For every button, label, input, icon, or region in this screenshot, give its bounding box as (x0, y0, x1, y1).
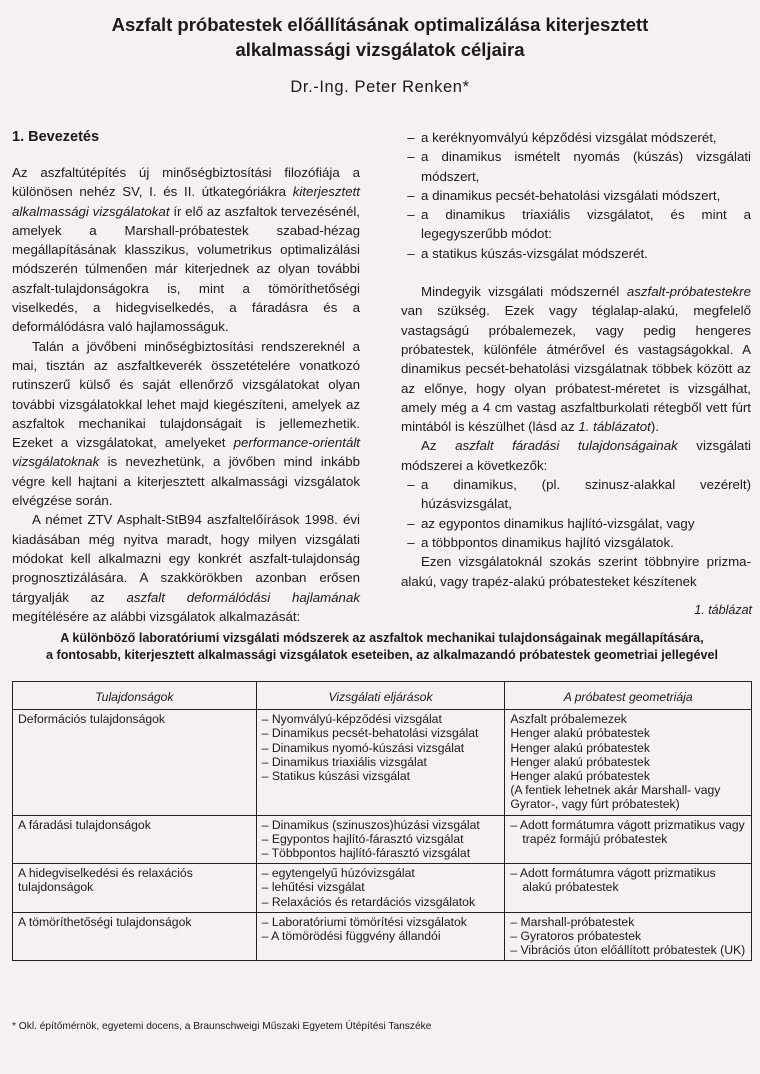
method-line: – Dinamikus pecsét-behatolási vizsgálat (261, 726, 479, 741)
emphasis: performance-orientált vizsgálatoknak (12, 435, 360, 470)
emphasis: aszfalt deformálódási hajlamának (126, 589, 360, 605)
geometry-line: – Adott formátumra vágott prizmatikus vagy trapéz formájú próbatestek (510, 817, 745, 846)
methods-cell (256, 912, 505, 961)
method-line: – Egypontos hajlító-fárasztó vizsgálat (261, 831, 464, 846)
list-item: – az egypontos dinamikus hajlító-vizsgálat, vagy (401, 514, 751, 533)
fatigue-methods-list (401, 475, 751, 552)
list-item-text: a dinamikus, (pl. szinusz-alakkal vezérelt) húzásvizsgálat, (421, 477, 751, 512)
property-cell: A fáradási tulajdonságok (13, 815, 257, 864)
emphasis: kiterjesztett alkalmassági vizsgálatokat (12, 184, 360, 219)
emphasis: 1. táblázatot (578, 419, 651, 435)
table-caption: 1. táblázat (694, 603, 752, 617)
geometry-cell (505, 864, 752, 913)
list-item-text: a keréknyomvályú képződési vizsgálat módszerét, (421, 130, 717, 145)
list-item-text: a többpontos dinamikus hajlító vizsgálatok. (421, 534, 674, 550)
geometry-line: Henger alakú próbatestek (510, 769, 650, 784)
method-line: – Többpontos hajlító-fárasztó vizsgálat (261, 846, 471, 861)
geometry-cell (505, 815, 752, 864)
property-cell: A tömöríthetőségi tulajdonságok (13, 912, 257, 961)
list-item-text: az egypontos dinamikus hajlító-vizsgálat, vagy (421, 515, 695, 531)
list-item-text: a dinamikus pecsét-behatolási vizsgálati módszert, (421, 187, 721, 203)
methods-cell (256, 815, 505, 864)
method-line: – Statikus kúszási vizsgálat (261, 769, 411, 784)
geometry-line: – Gyratoros próbatestek (510, 929, 642, 944)
footnote: * Okl. építőmérnök, egyetemi docens, a Braunschweigi Műszaki Egyetem Útépítési Tanszéke (12, 1021, 432, 1032)
text-run: van szükség. Ezek vagy téglalap-alakú, megfelelő vastagságú próbalemezek, vagy pedig hengeres próbatestek, különféle átmérővel és vastagságokkal. A dinamikus pecsét-behatolási vizsgálatnak többek között az az előnye, hogy olyan próbatest-méretet is vizsgálhat, amely még a 4 cm vastag aszfaltburkolati rétegből vett fúrt mintából is készülhet (lásd az (401, 303, 751, 435)
geometry-line: Henger alakú próbatestek (510, 726, 650, 741)
emphasis: aszfalt fáradási tulajdonságainak (455, 438, 678, 454)
text-run: Talán a jövőbeni minőségbiztosítási rendszereknél a mai, tisztán az aszfaltkeverék összetételére vonatkozó rutinszerű külső és saját ellenőrző vizsgálatokat olyan további vizsgálatokkal lehet majd kiegészíteni, amelyek az aszfaltok mechanikai tulajdonságait is jellemezhetik. Ezeket a vizsgálatokat, amelyeket (12, 338, 360, 451)
method-line: – lehűtési vizsgálat (261, 880, 365, 895)
text-run: ír elő az aszfaltok tervezésénél, amelyek a Marshall-próbatestek szabad-hézag megállapításának klasszikus, volumetrikus optimalizálási módszerén túlmenően már kiterjednek az olyan további aszfalt-tulajdonságokra is, mint a tömöríthetőségi viselkedés, a hidegviselkedés, a fáradásra és a deformálódásra való hajlamosságuk. (12, 203, 360, 335)
method-line: – Laboratóriumi tömörítési vizsgálatok (261, 914, 467, 929)
table-header-row (13, 682, 752, 710)
author-line: Dr.-Ing. Peter Renken* (290, 78, 470, 96)
left-column (12, 128, 360, 626)
list-item: – a statikus kúszás-vizsgálat módszerét. (401, 244, 751, 263)
geometry-line: Henger alakú próbatestek (510, 754, 650, 769)
geometry-cell (505, 912, 752, 961)
paragraph-1 (12, 163, 360, 337)
geometry-line: Henger alakú próbatestek (510, 740, 650, 755)
table-row (13, 864, 752, 913)
paragraph-5 (401, 436, 751, 475)
text-run: vizsgálati módszerei a következők: (401, 438, 751, 473)
geometry-line: – Marshall-próbatestek (510, 914, 635, 929)
property-cell: A hidegviselkedési és relaxációs tulajdonságok (13, 864, 257, 913)
list-item: – a dinamikus triaxiális vizsgálatot, és mint a legegyszerűbb módot: (401, 205, 751, 244)
methods-table (12, 681, 752, 961)
geometry-cell (505, 710, 752, 815)
list-item: – a többpontos dinamikus hajlító vizsgálatok. (401, 533, 751, 552)
paragraph-2 (12, 337, 360, 511)
method-line: – Dinamikus triaxiális vizsgálat (261, 754, 427, 769)
text-run: megítélésére az alábbi vizsgálatok alkalmazását: (12, 608, 301, 624)
text-run: is nevezhetünk, a jövőben mind inkább végre kell hajtani a kiterjesztett alkalmassági vizsgálatok elvégzése során. (12, 454, 360, 509)
method-line: – A tömörödési függvény állandói (261, 929, 441, 944)
list-item-text: a statikus kúszás-vizsgálat módszerét. (421, 245, 648, 261)
emphasis: aszfalt-próbatestekre (626, 284, 751, 300)
list-item: – a keréknyomvályú képződési vizsgálat módszerét, (401, 128, 751, 147)
geometry-line: – Adott formátumra vágott prizmatikus alakú próbatestek (510, 866, 716, 895)
method-line: – egytengelyű húzóvizsgálat (261, 866, 415, 881)
list-item: – a dinamikus ismételt nyomás (kúszás) vizsgálati módszert, (401, 147, 751, 186)
method-line: – Dinamikus nyomó-kúszási vizsgálat (261, 740, 465, 755)
column-header: Vizsgálati eljárások (256, 682, 505, 710)
test-methods-list (401, 128, 751, 263)
section-heading: 1. Bevezetés (12, 129, 100, 145)
methods-cell (256, 710, 505, 815)
method-line: – Nyomvályú-képződési vizsgálat (261, 712, 442, 727)
paragraph-6: Ezen vizsgálatoknál szokás szerint többnyire prizma-alakú, vagy trapéz-alakú próbatesteket készítenek (401, 554, 751, 589)
table-title-line-2: a fontosabb, kiterjesztett alkalmassági vizsgálatok eseteiben, az alkalmazandó próbatestek geometriai jellegével (46, 648, 718, 662)
right-column (401, 128, 751, 591)
list-item: – a dinamikus, (pl. szinusz-alakkal vezérelt) húzásvizsgálat, (401, 475, 751, 514)
text-run: Mindegyik vizsgálati módszernél (421, 284, 627, 300)
title-line-1: Aszfalt próbatestek előállításának optimalizálása kiterjesztett (111, 14, 649, 35)
paragraph-3 (12, 510, 360, 626)
title-line-2: alkalmassági vizsgálatok céljaira (235, 39, 525, 60)
property-cell: Deformációs tulajdonságok (13, 710, 257, 815)
list-item-text: a dinamikus ismételt nyomás (kúszás) vizsgálati módszert, (421, 149, 751, 184)
table-row (13, 815, 752, 864)
text-run: ). (650, 419, 659, 435)
article-title (0, 12, 760, 62)
column-header: Tulajdonságok (13, 682, 257, 710)
text-run: Az (421, 438, 456, 454)
column-header: A próbatest geometriája (505, 682, 752, 710)
geometry-line: (A fentiek lehetnek akár Marshall- vagy Gyrator-, vagy fúrt próbatestek) (510, 783, 721, 812)
table-row (13, 710, 752, 815)
method-line: – Relaxációs és retardációs vizsgálatok (261, 894, 476, 909)
geometry-line: – Vibrációs úton előállított próbatestek (UK) (510, 943, 746, 958)
list-item: – a dinamikus pecsét-behatolási vizsgálati módszert, (401, 186, 751, 205)
methods-cell (256, 864, 505, 913)
table-title (12, 630, 752, 664)
list-item-text: a dinamikus triaxiális vizsgálatot, és mint a legegyszerűbb módot: (421, 207, 751, 242)
text-run: Az aszfaltútépítés új minőségbiztosítási filozófiája a különösen nehéz SV, I. és II. útkategóriákra (12, 165, 360, 200)
text-run: A német ZTV Asphalt-StB94 aszfaltelőírások 1998. évi kiadásában még nyitva maradt, hogy milyen vizsgálati módokat kell alkalmazni egy konkrét aszfalt-tulajdonság prognosztizálására. A szakkörökben azonban erősen tárgyalják az (12, 512, 360, 605)
table-row (13, 912, 752, 961)
table-title-line-1: A különböző laboratóriumi vizsgálati módszerek az aszfaltok mechanikai tulajdonságainak megállapítására, (60, 631, 704, 645)
method-line: – Dinamikus (szinuszos)húzási vizsgálat (261, 817, 480, 832)
paragraph-4 (401, 282, 751, 436)
geometry-line: Aszfalt próbalemezek (510, 712, 627, 727)
